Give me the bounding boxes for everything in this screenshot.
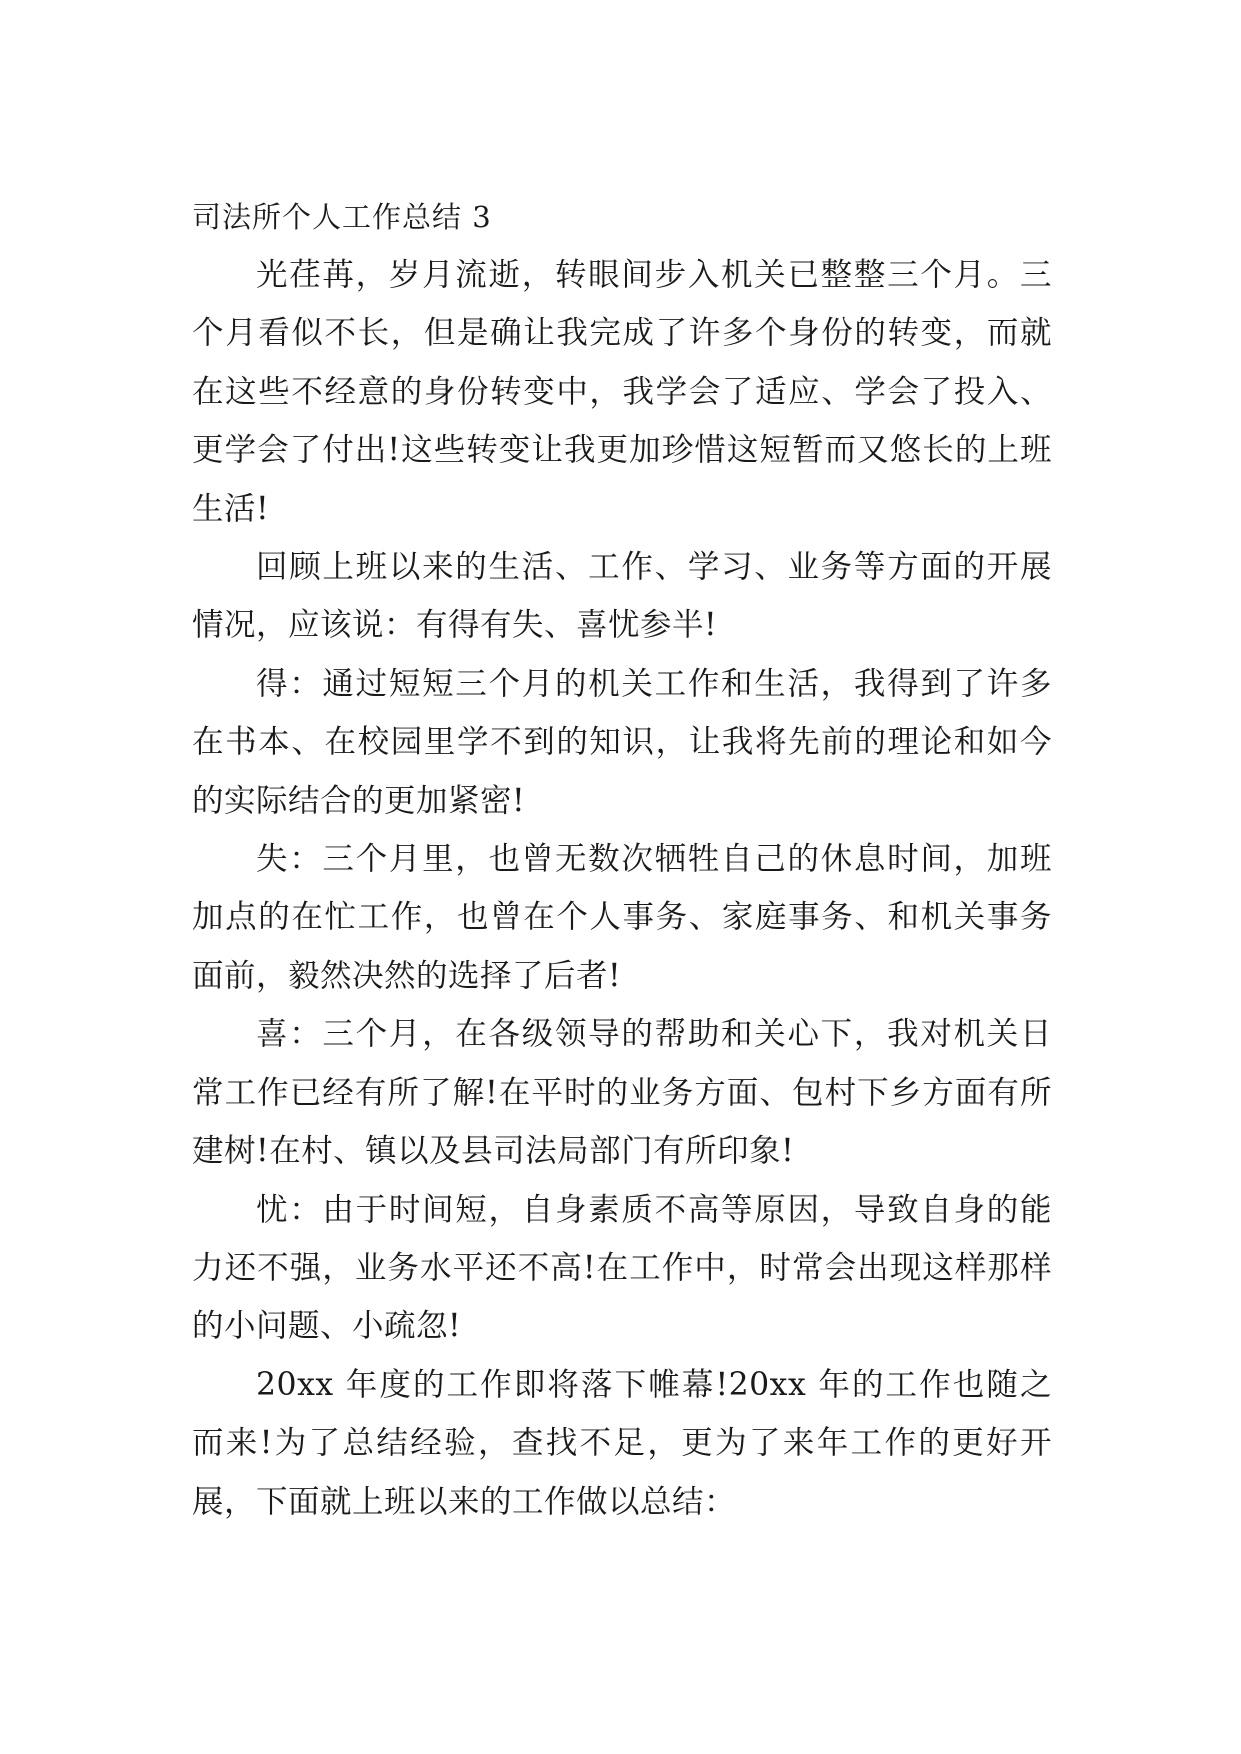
paragraph-intro: 光荏苒，岁月流逝，转眼间步入机关已整整三个月。三个月看似不长，但是确让我完成了许多个身份的转变，而就在这些不经意的身份转变中，我学会了适应、学会了投入、更学会了付出!这些转变让我更加珍惜这短暂而又悠长的上班生活! [192,257,1052,527]
paragraph-review: 回顾上班以来的生活、工作、学习、业务等方面的开展情况，应该说：有得有失、喜忧参半! [192,549,1052,644]
document-title: 司法所个人工作总结 3 [192,200,492,234]
paragraph-joys: 喜：三个月，在各级领导的帮助和关心下，我对机关日常工作已经有所了解!在平时的业务方面、包村下乡方面有所建树!在村、镇以及县司法局部门有所印象! [192,1016,1052,1170]
paragraph-summary-intro: 20xx 年度的工作即将落下帷幕!20xx 年的工作也随之而来!为了总结经验，查找不足，更为了来年工作的更好开展，下面就上班以来的工作做以总结： [192,1366,1052,1520]
document-body [192,188,1052,1531]
paragraph-worries: 忧：由于时间短，自身素质不高等原因，导致自身的能力还不强，业务水平还不高!在工作中，时常会出现这样那样的小问题、小疏忽! [192,1191,1052,1345]
paragraph-losses: 失：三个月里，也曾无数次牺牲自己的休息时间，加班加点的在忙工作，也曾在个人事务、家庭事务、和机关事务面前，毅然决然的选择了后者! [192,841,1052,994]
paragraph-gains: 得：通过短短三个月的机关工作和生活，我得到了许多在书本、在校园里学不到的知识，让我将先前的理论和如今的实际结合的更加紧密! [192,665,1052,819]
